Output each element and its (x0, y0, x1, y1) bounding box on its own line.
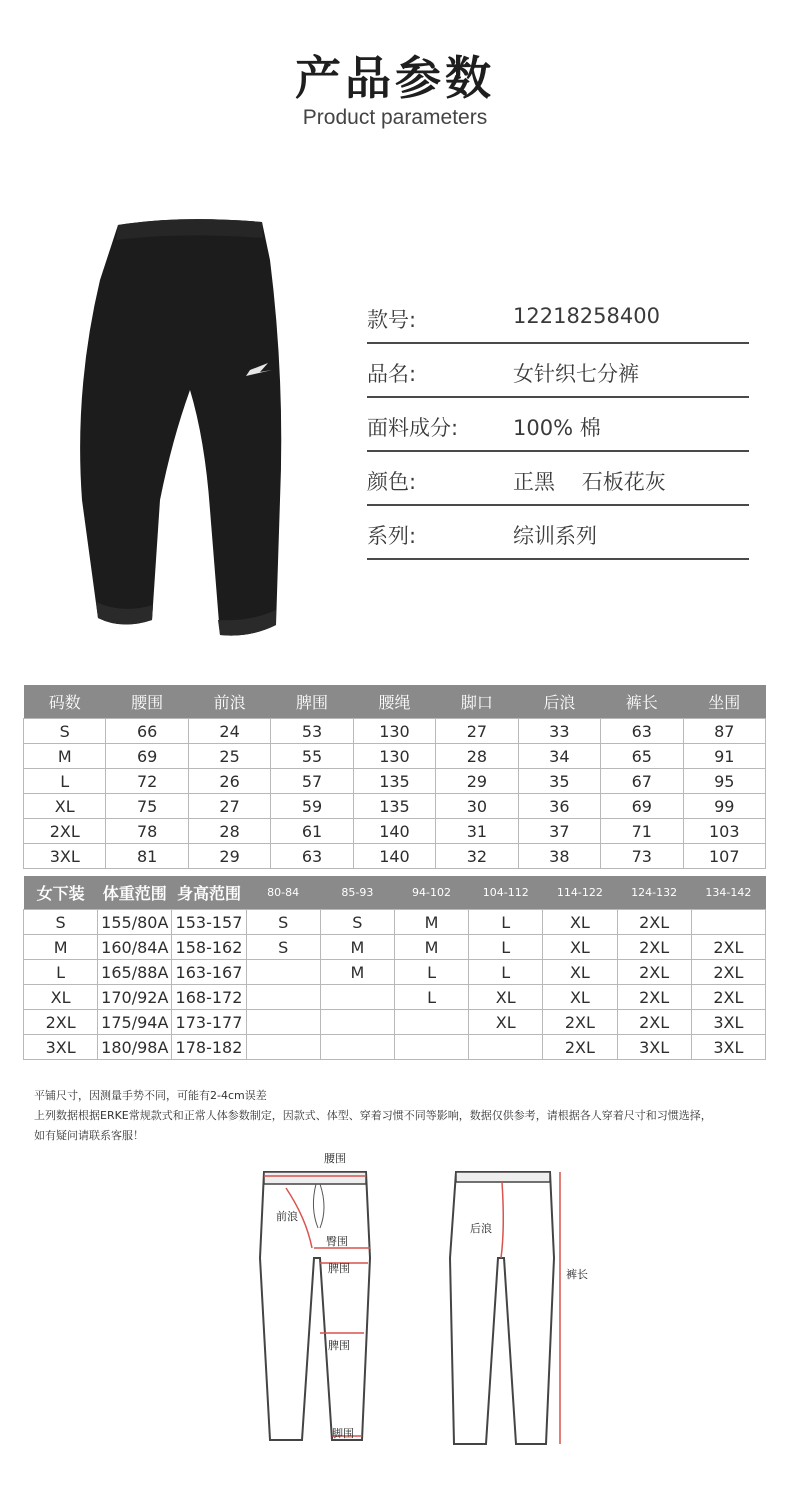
size-chart-cell: L (24, 769, 106, 794)
fit-chart-cell (246, 1010, 320, 1035)
size-chart-cell: 35 (518, 769, 600, 794)
fit-chart-header: 女下装 (24, 876, 98, 910)
size-chart-header: 腰绳 (353, 685, 435, 719)
size-chart-cell: 140 (353, 844, 435, 869)
size-chart-cell: 3XL (24, 844, 106, 869)
fit-chart-cell: 178-182 (172, 1035, 246, 1060)
fit-chart-cell: 2XL (617, 1010, 691, 1035)
size-chart-header: 脚口 (436, 685, 518, 719)
size-chart-cell: 81 (106, 844, 188, 869)
fit-chart-header: 体重范围 (98, 876, 172, 910)
fit-chart-cell: M (24, 935, 98, 960)
fit-chart-row (24, 935, 766, 960)
size-chart-cell: 99 (683, 794, 766, 819)
fit-chart-cell: 3XL (691, 1010, 765, 1035)
spec-row (367, 344, 749, 398)
page-subtitle: Product parameters (302, 106, 488, 129)
fit-chart-row (24, 1010, 766, 1035)
size-chart-cell: 27 (188, 794, 270, 819)
size-chart-header-row (24, 685, 766, 719)
label-front-rise: 前浪 (276, 1210, 298, 1223)
fit-chart-cell: 2XL (691, 960, 765, 985)
size-chart-cell: 78 (106, 819, 188, 844)
fit-chart-header-row (24, 876, 766, 910)
spec-label: 品名: (367, 362, 417, 386)
note-line: 平铺尺寸，因测量手势不同，可能有2-4cm误差 (34, 1089, 267, 1102)
fit-chart-cell (246, 985, 320, 1010)
size-chart-header: 腰围 (106, 685, 188, 719)
fit-chart-cell: S (246, 910, 320, 935)
size-chart-cell: 69 (106, 744, 188, 769)
label-length: 裤长 (566, 1268, 588, 1281)
fit-chart-cell: 168-172 (172, 985, 246, 1010)
size-chart-cell: 73 (601, 844, 683, 869)
fit-chart-cell: 170/92A (98, 985, 172, 1010)
fit-chart-header: 80-84 (246, 876, 320, 910)
size-chart-row (24, 819, 766, 844)
fit-chart-cell: 180/98A (98, 1035, 172, 1060)
size-chart-header: 坐围 (683, 685, 766, 719)
fit-chart-cell: 2XL (617, 985, 691, 1010)
fit-chart-cell: 160/84A (98, 935, 172, 960)
size-chart-cell: 34 (518, 744, 600, 769)
size-chart-cell: 33 (518, 719, 600, 744)
fit-chart-header: 134-142 (691, 876, 765, 910)
size-chart-cell: 24 (188, 719, 270, 744)
fit-chart-cell: 165/88A (98, 960, 172, 985)
size-chart-cell: 103 (683, 819, 766, 844)
fit-chart-cell: 2XL (617, 960, 691, 985)
fit-chart-cell: XL (469, 1010, 543, 1035)
size-chart-cell: 38 (518, 844, 600, 869)
fit-chart-row (24, 910, 766, 935)
note-line: 上列数据根据ERKE常规款式和正常人体参数制定，因款式、体型、穿着习惯不同等影响，数据仅供参考，请根据各人穿着尺寸和习惯选择， (34, 1109, 712, 1122)
fit-chart-header: 94-102 (394, 876, 468, 910)
size-chart-cell: 130 (353, 744, 435, 769)
spec-value: 综训系列 (513, 524, 597, 548)
spec-row (367, 398, 749, 452)
fit-chart-cell (691, 910, 765, 935)
fit-chart-cell: L (469, 910, 543, 935)
label-back-rise: 后浪 (470, 1222, 492, 1235)
size-chart-cell: 95 (683, 769, 766, 794)
spec-row (367, 452, 749, 506)
fit-chart-cell: XL (543, 910, 617, 935)
fit-chart-cell: 3XL (24, 1035, 98, 1060)
size-chart-cell: 72 (106, 769, 188, 794)
fit-chart-cell: XL (469, 985, 543, 1010)
measurement-diagram (220, 1148, 600, 1458)
fit-chart-cell: S (246, 935, 320, 960)
fit-chart-cell: 173-177 (172, 1010, 246, 1035)
size-chart-cell: 59 (271, 794, 353, 819)
fit-chart-cell (394, 1035, 468, 1060)
fit-chart-cell: 163-167 (172, 960, 246, 985)
label-hem: 脚围 (332, 1427, 354, 1440)
size-chart-cell: 28 (436, 744, 518, 769)
size-chart-cell: 67 (601, 769, 683, 794)
size-chart-cell: 2XL (24, 819, 106, 844)
size-chart-cell: 29 (436, 769, 518, 794)
note-line: 如有疑问请联系客服！ (34, 1129, 144, 1142)
size-chart-row (24, 769, 766, 794)
label-waist: 腰围 (324, 1152, 346, 1165)
label-thigh-mid: 脾围 (328, 1339, 350, 1352)
size-chart-cell: 63 (601, 719, 683, 744)
fit-chart-cell: 2XL (691, 935, 765, 960)
fit-chart-cell: 158-162 (172, 935, 246, 960)
size-chart-table (23, 685, 766, 869)
back-pants-diagram (450, 1172, 588, 1444)
size-chart-cell: 61 (271, 819, 353, 844)
fit-chart-row (24, 985, 766, 1010)
fit-chart-cell (320, 1010, 394, 1035)
size-chart-cell: 63 (271, 844, 353, 869)
size-chart-header: 裤长 (601, 685, 683, 719)
page-title: 产品参数 (295, 51, 495, 105)
spec-value: 正黑 石板花灰 (513, 470, 666, 494)
fit-chart-cell: XL (543, 985, 617, 1010)
size-chart-cell: 135 (353, 794, 435, 819)
fit-chart-cell: 2XL (691, 985, 765, 1010)
spec-label: 系列: (367, 524, 417, 548)
fit-chart-cell (246, 960, 320, 985)
spec-list (367, 290, 749, 560)
fit-chart-header: 85-93 (320, 876, 394, 910)
fit-chart-cell: L (24, 960, 98, 985)
fit-chart-cell: 155/80A (98, 910, 172, 935)
size-chart-cell: 91 (683, 744, 766, 769)
size-chart-cell: 29 (188, 844, 270, 869)
fit-chart-cell: 3XL (617, 1035, 691, 1060)
fit-chart-cell: 2XL (617, 935, 691, 960)
size-chart-cell: XL (24, 794, 106, 819)
fit-chart-header: 124-132 (617, 876, 691, 910)
fit-chart-cell: 2XL (543, 1035, 617, 1060)
fit-chart-header: 114-122 (543, 876, 617, 910)
size-chart-cell: 25 (188, 744, 270, 769)
spec-label: 颜色: (367, 470, 417, 494)
size-chart-cell: 37 (518, 819, 600, 844)
spec-label: 款号: (367, 308, 417, 332)
size-chart-cell: 69 (601, 794, 683, 819)
fit-chart-cell: S (24, 910, 98, 935)
fit-chart-cell: 2XL (24, 1010, 98, 1035)
fit-chart-row (24, 1035, 766, 1060)
size-chart-header: 前浪 (188, 685, 270, 719)
size-chart-row (24, 844, 766, 869)
size-chart-cell: 55 (271, 744, 353, 769)
fit-chart-header: 身高范围 (172, 876, 246, 910)
spec-value: 12218258400 (513, 304, 660, 328)
front-pants-diagram (260, 1152, 370, 1440)
size-chart-cell: 75 (106, 794, 188, 819)
size-chart-cell: S (24, 719, 106, 744)
fit-chart-cell (320, 1035, 394, 1060)
fit-chart-cell: 153-157 (172, 910, 246, 935)
fit-chart-cell: L (469, 960, 543, 985)
fit-chart-cell: M (320, 935, 394, 960)
size-chart-header: 码数 (24, 685, 106, 719)
pants-photo-icon (60, 200, 300, 650)
fit-chart-cell (246, 1035, 320, 1060)
fit-chart-cell (394, 1010, 468, 1035)
fit-chart-cell: L (469, 935, 543, 960)
size-chart-cell: 71 (601, 819, 683, 844)
fit-chart-cell: M (394, 910, 468, 935)
size-chart-cell: 66 (106, 719, 188, 744)
fit-chart-cell: M (320, 960, 394, 985)
label-thigh-top: 脾围 (328, 1262, 350, 1275)
size-chart-cell: 87 (683, 719, 766, 744)
size-chart-cell: 130 (353, 719, 435, 744)
fit-chart-table (23, 876, 766, 1060)
size-chart-cell: 107 (683, 844, 766, 869)
size-chart-cell: 140 (353, 819, 435, 844)
fit-chart-cell: XL (543, 935, 617, 960)
spec-row (367, 506, 749, 560)
spec-label: 面料成分: (367, 416, 459, 440)
fit-chart-header: 104-112 (469, 876, 543, 910)
size-chart-row (24, 794, 766, 819)
size-chart-header: 脾围 (271, 685, 353, 719)
fit-chart-cell: 2XL (543, 1010, 617, 1035)
spec-value: 100% 棉 (513, 416, 601, 440)
fit-chart-cell: 2XL (617, 910, 691, 935)
fit-chart-cell: XL (24, 985, 98, 1010)
size-chart-cell: 32 (436, 844, 518, 869)
label-hip: 臀围 (326, 1235, 348, 1248)
fit-chart-row (24, 960, 766, 985)
fit-chart-cell: L (394, 960, 468, 985)
size-chart-cell: 57 (271, 769, 353, 794)
size-chart-cell: 27 (436, 719, 518, 744)
fit-chart-cell: 3XL (691, 1035, 765, 1060)
fit-chart-cell: XL (543, 960, 617, 985)
size-chart-cell: 36 (518, 794, 600, 819)
size-chart-cell: 28 (188, 819, 270, 844)
size-chart-cell: M (24, 744, 106, 769)
notes (34, 1086, 774, 1146)
size-chart-cell: 30 (436, 794, 518, 819)
size-chart-cell: 26 (188, 769, 270, 794)
fit-chart-cell (320, 985, 394, 1010)
spec-value: 女针织七分裤 (513, 362, 639, 386)
fit-chart-cell: L (394, 985, 468, 1010)
spec-row (367, 290, 749, 344)
size-chart-cell: 31 (436, 819, 518, 844)
size-chart-header: 后浪 (518, 685, 600, 719)
size-chart-cell: 65 (601, 744, 683, 769)
size-chart-cell: 53 (271, 719, 353, 744)
fit-chart-cell: 175/94A (98, 1010, 172, 1035)
size-chart-row (24, 744, 766, 769)
fit-chart-cell: M (394, 935, 468, 960)
fit-chart-cell (469, 1035, 543, 1060)
size-chart-row (24, 719, 766, 744)
fit-chart-cell: S (320, 910, 394, 935)
size-chart-cell: 135 (353, 769, 435, 794)
